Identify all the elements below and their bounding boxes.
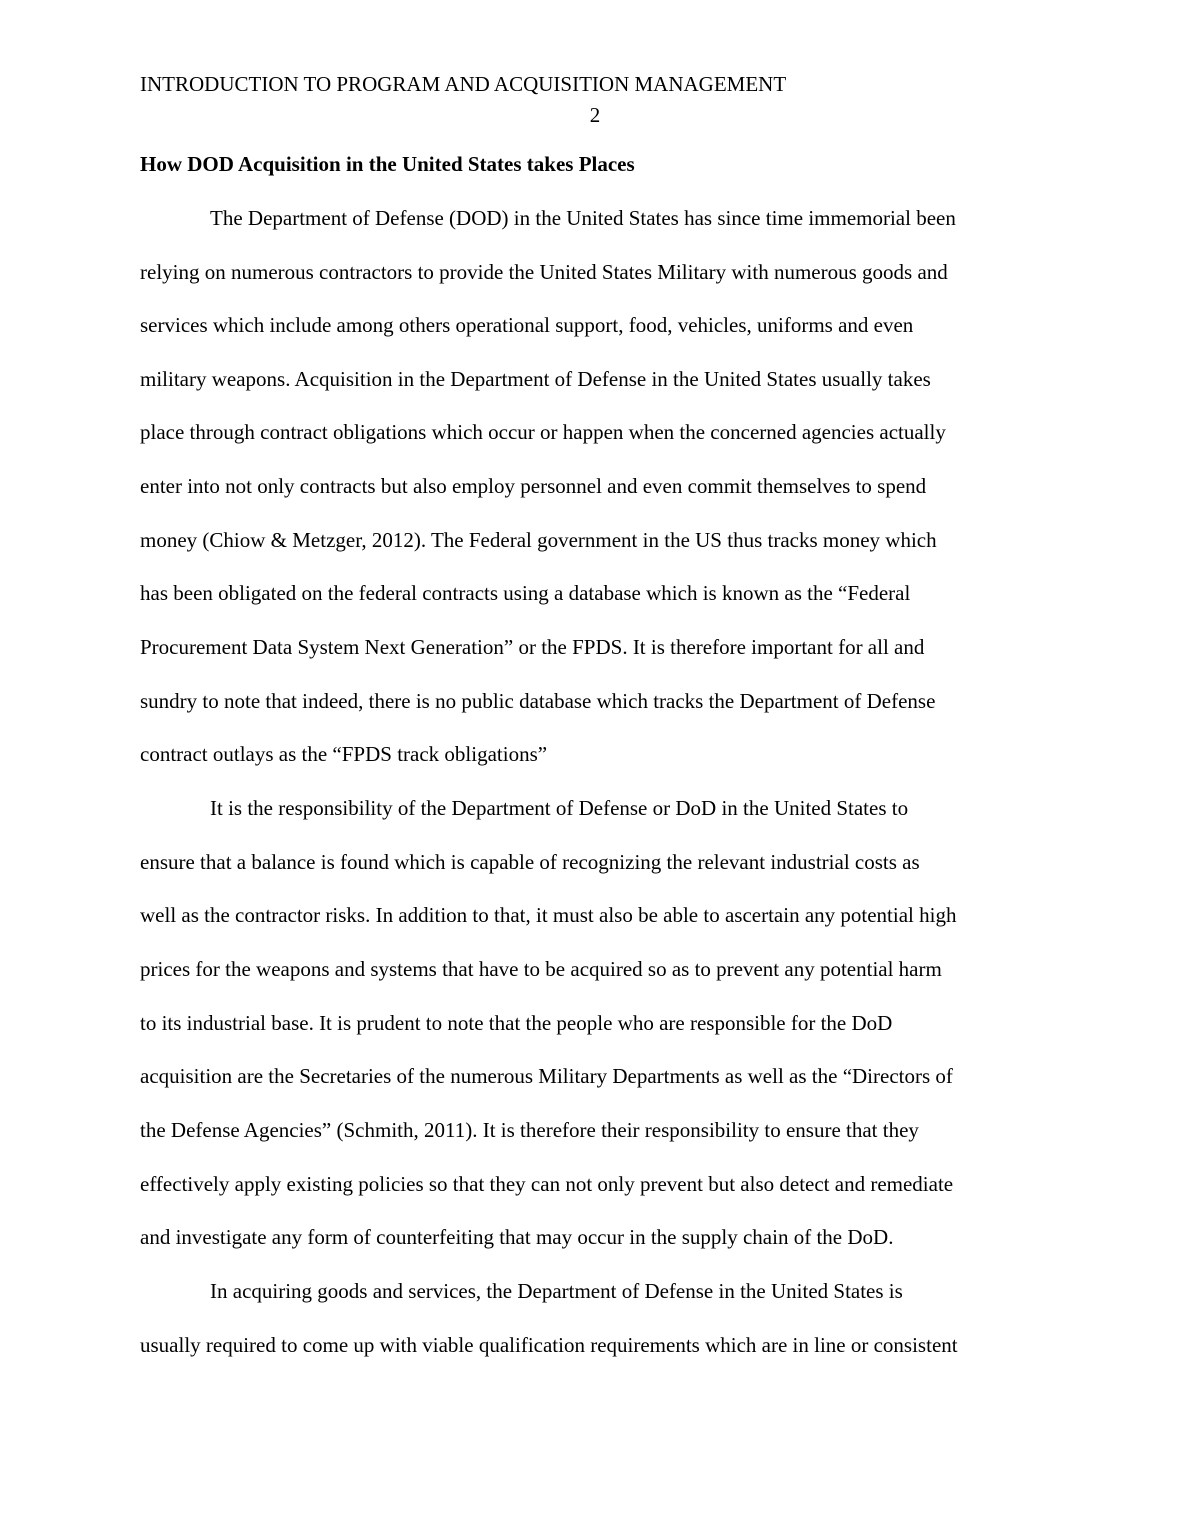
paragraph-line: usually required to come up with viable qualification requirements which are in line or consistent — [140, 1333, 958, 1357]
paragraph-line: acquisition are the Secretaries of the numerous Military Departments as well as the “Directors of — [140, 1064, 953, 1088]
running-head: INTRODUCTION TO PROGRAM AND ACQUISITION MANAGEMENT — [140, 72, 787, 96]
page-number: 2 — [589, 103, 601, 127]
paragraph-line: money (Chiow & Metzger, 2012). The Federal government in the US thus tracks money which — [140, 528, 937, 552]
paragraph-line: effectively apply existing policies so that they can not only prevent but also detect and remediate — [140, 1172, 954, 1196]
paragraph-line: enter into not only contracts but also employ personnel and even commit themselves to spend — [140, 474, 927, 498]
paragraph-line: sundry to note that indeed, there is no public database which tracks the Department of Defense — [140, 689, 936, 713]
paragraph-line: ensure that a balance is found which is capable of recognizing the relevant industrial costs as — [140, 850, 920, 874]
paragraph-line: well as the contractor risks. In addition to that, it must also be able to ascertain any potential high — [140, 903, 957, 927]
paragraph-line: and investigate any form of counterfeiting that may occur in the supply chain of the DoD. — [140, 1225, 894, 1249]
paragraph-line: the Defense Agencies” (Schmith, 2011). It is therefore their responsibility to ensure that they — [140, 1118, 919, 1142]
section-heading: How DOD Acquisition in the United States takes Places — [140, 152, 635, 176]
paragraph-line: The Department of Defense (DOD) in the United States has since time immemorial been — [210, 206, 956, 230]
paragraph-line: In acquiring goods and services, the Department of Defense in the United States is — [210, 1279, 903, 1303]
paragraph-line: services which include among others operational support, food, vehicles, uniforms and even — [140, 313, 914, 337]
paragraph-line: military weapons. Acquisition in the Department of Defense in the United States usually takes — [140, 367, 931, 391]
paragraph-line: has been obligated on the federal contracts using a database which is known as the “Federal — [140, 581, 911, 605]
paragraph-line: relying on numerous contractors to provide the United States Military with numerous goods and — [140, 260, 948, 284]
paragraph-line: to its industrial base. It is prudent to note that the people who are responsible for the DoD — [140, 1011, 893, 1035]
paragraph-line: contract outlays as the “FPDS track obligations” — [140, 742, 548, 766]
paragraph-line: Procurement Data System Next Generation” or the FPDS. It is therefore important for all and — [140, 635, 925, 659]
paragraph-line: place through contract obligations which occur or happen when the concerned agencies actually — [140, 420, 946, 444]
paragraph-line: It is the responsibility of the Department of Defense or DoD in the United States to — [210, 796, 909, 820]
paragraph-line: prices for the weapons and systems that have to be acquired so as to prevent any potential harm — [140, 957, 942, 981]
